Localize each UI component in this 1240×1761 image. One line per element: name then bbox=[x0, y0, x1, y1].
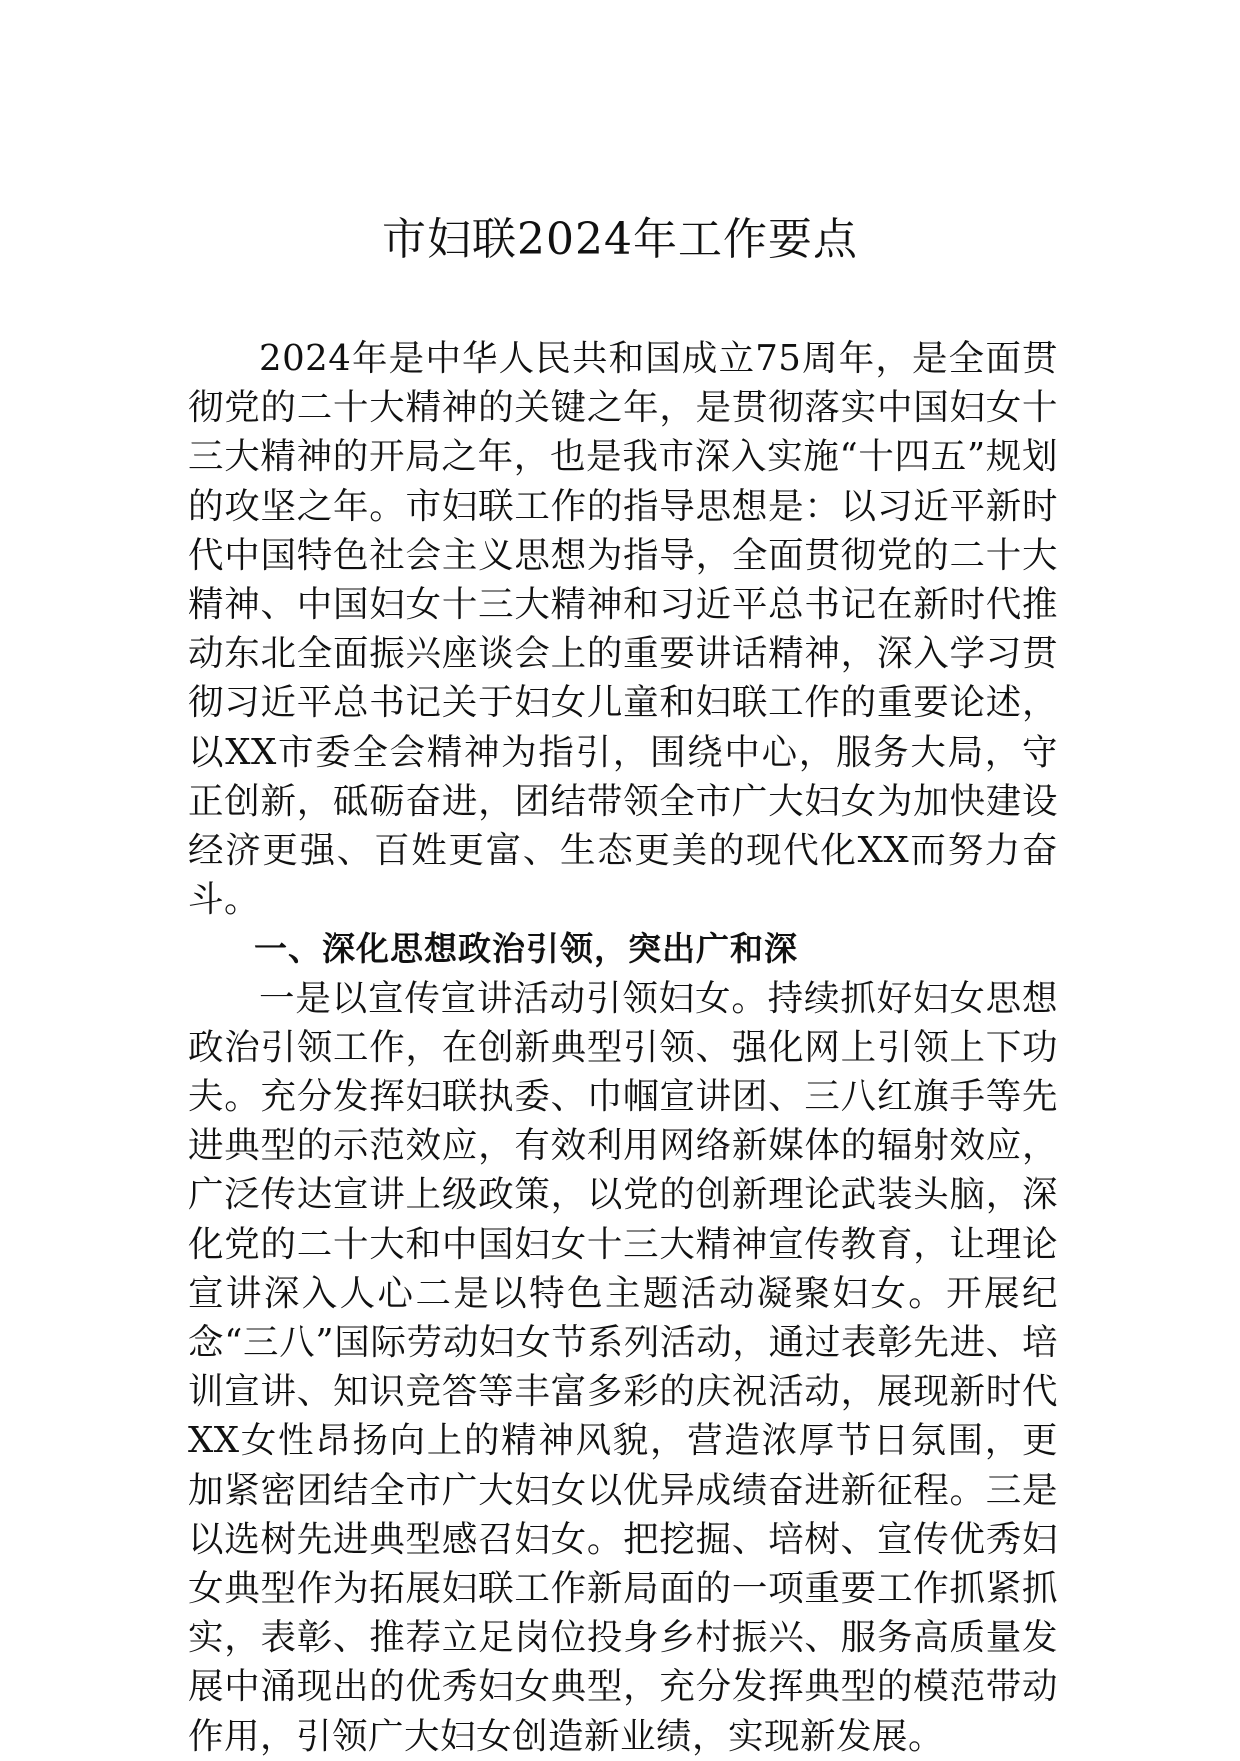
document-title: 市妇联2024年工作要点 bbox=[382, 214, 858, 265]
document-body bbox=[188, 334, 1058, 1761]
section-heading: 一、深化思想政治引领，突出广和深 bbox=[254, 929, 798, 969]
section-paragraph: 一是以宣传宣讲活动引领妇女。持续抓好妇女思想政治引领工作，在创新典型引领、强化网上引领上下功夫。充分发挥妇联执委、巾帼宣讲团、三八红旗手等先进典型的示范效应，有效利用网络新媒体的辐射效应，广泛传达宣讲上级政策，以党的创新理论武装头脑，深化党的二十大和中国妇女十三大精神宣传教育，让理论宣讲深入人心二是以特色主题活动凝聚妇女。开展纪念“三八”国际劳动妇女节系列活动，通过表彰先进、培训宣讲、知识竞答等丰富多彩的庆祝活动，展现新时代XX女性昂扬向上的精神风貌，营造浓厚节日氛围，更加紧密团结全市广大妇女以优异成绩奋进新征程。三是以选树先进典型感召妇女。把挖掘、培树、宣传优秀妇女典型作为拓展妇联工作新局面的一项重要工作抓紧抓实，表彰、推荐立足岗位投身乡村振兴、服务高质量发展中涌现出的优秀妇女典型，充分发挥典型的模范带动作用，引领广大妇女创造新业绩，实现新发展。 bbox=[188, 977, 1058, 1757]
intro-paragraph: 2024年是中华人民共和国成立75周年，是全面贯彻党的二十大精神的关键之年，是贯彻落实中国妇女十三大精神的开局之年，也是我市深入实施“十四五”规划的攻坚之年。市妇联工作的指导思想是：以习近平新时代中国特色社会主义思想为指导，全面贯彻党的二十大精神、中国妇女十三大精神和习近平总书记在新时代推动东北全面振兴座谈会上的重要讲话精神，深入学习贯彻习近平总书记关于妇女儿童和妇联工作的重要论述，以XX市委全会精神为指引，围绕中心，服务大局，守正创新，砥砺奋进，团结带领全市广大妇女为加快建设经济更强、百姓更富、生态更美的现代化XX而努力奋斗。 bbox=[188, 338, 1058, 921]
